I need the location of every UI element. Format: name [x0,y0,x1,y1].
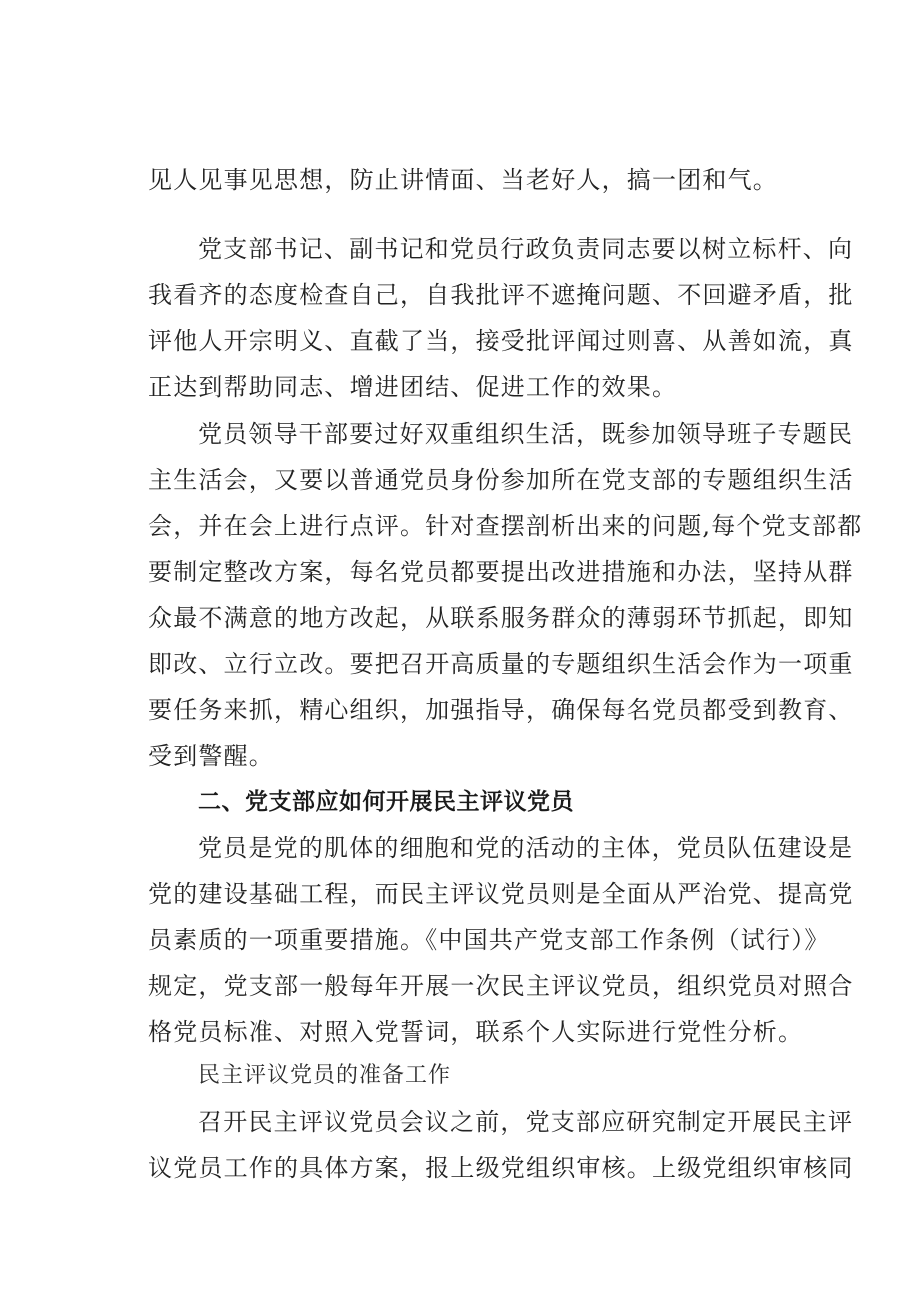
paragraph-line: 党的建设基础工程，而民主评议党员则是全面从严治党、提高党 [148,880,854,908]
paragraph-line: 召开民主评议党员会议之前，党支部应研究制定开展民主评 [198,1108,854,1136]
paragraph-line: 会，并在会上进行点评。针对查摆剖析出来的问题,每个党支部都 [148,512,863,540]
paragraph-line: 正达到帮助同志、增进团结、促进工作的效果。 [148,373,678,401]
paragraph-line: 要任务来抓，精心组织，加强指导，确保每名党员都受到教育、 [148,696,854,724]
paragraph-line: 众最不满意的地方改起，从联系服务群众的薄弱环节抓起，即知 [148,604,854,632]
sub-heading: 民主评议党员的准备工作 [198,1063,452,1088]
paragraph-line: 评他人开宗明义、直截了当，接受批评闻过则喜、从善如流，真 [148,327,854,355]
paragraph-line: 即改、立行立改。要把召开高质量的专题组织生活会作为一项重 [148,650,854,678]
paragraph-line: 要制定整改方案，每名党员都要提出改进措施和办法，坚持从群 [148,558,854,586]
paragraph-line: 规定，党支部一般每年开展一次民主评议党员，组织党员对照合 [148,972,854,1000]
paragraph-line: 格党员标准、对照入党誓词，联系个人实际进行党性分析。 [148,1018,804,1046]
paragraph-line: 见人见事见思想，防止讲情面、当老好人，搞一团和气。 [148,166,778,194]
paragraph-line: 员素质的一项重要措施。《中国共产党支部工作条例（试行）》 [148,926,830,954]
section-heading: 二、党支部应如何开展民主评议党员 [198,789,574,815]
paragraph-line: 党员是党的肌体的细胞和党的活动的主体，党员队伍建设是 [198,834,854,862]
paragraph-line: 议党员工作的具体方案，报上级党组织审核。上级党组织审核同 [148,1154,854,1182]
paragraph-line: 我看齐的态度检查自己，自我批评不遮掩问题、不回避矛盾，批 [148,281,854,309]
paragraph-line: 党员领导干部要过好双重组织生活，既参加领导班子专题民 [198,420,854,448]
paragraph-line: 受到警醒。 [148,742,274,770]
paragraph-line: 党支部书记、副书记和党员行政负责同志要以树立标杆、向 [198,235,854,263]
paragraph-line: 主生活会，又要以普通党员身份参加所在党支部的专题组织生活 [148,466,854,494]
